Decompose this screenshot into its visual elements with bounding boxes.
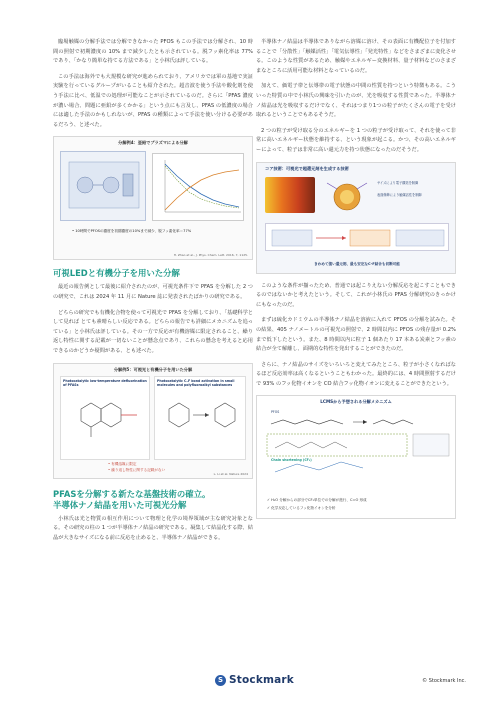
chain-label: Chain shortening (CF₂) [271,458,312,463]
section-heading-line2: 半導体ナノ結晶を用いた可視光分解 [53,499,187,510]
paragraph: 半導体ナノ結晶は半導体でありながら溶媒に溶け、その表面に有機配位子を付加することで「分散性」「触媒活性」「電気伝導性」「発光特性」などをさまざまに変化させる。このような性質があるため、触媒やエネルギー変換材料、量子材料などのさまざまなところに活用可能な材料となっているのだ。 [256,39,456,74]
left-column [53,38,253,549]
paragraph: 小林氏は光と物質の相互作用について物理と化学の境界領域が主な研究対象となる。その研究の柱の 1 つが半導体ナノ結晶の研究である。凝集して結晶化する際、結晶が大きなサイズになる前に反応を止めると、半導体ナノ結晶ができる。 [53,515,253,541]
paragraph: さらに、ナノ結晶のサイズをいろいろと変えてみたところ、粒子が小さくなればなるほど反応効率は高くなるということもわかった。最終的には、4 時間照射するだけで 93% のフッ化物イオンを CO 結合フッ化物イオンに変えることができたという。 [256,361,456,387]
figure-callout: 表面修飾により触媒活性を制御 [377,192,422,197]
stockmark-logo-icon: S [215,675,226,686]
figure-callout: サイズにより電子構造を制御 [377,180,419,185]
nanocrystal-photo [265,177,315,213]
figure-title: 分解例4：亜鉛でプラズマによる分解 [118,140,188,146]
figure-bullet: • 10時間でPFOSの濃度を初期濃度の10%まで減少、脱フッ素化率＝77% [72,229,192,234]
section-heading [53,489,253,511]
figure-mechanism [256,395,456,519]
paragraph: どちらの研究でも有機化合物を使って可視光で PFAS を分解しており、「基礎科学として見れば とても素晴らしい反応である。どちらの報告でも詳細にメカニズムを追っている」と小林氏は評している。その一方で反応が有機溶媒に限定されること、繰り返し特性に関する記載が一切ないことが懸念点であり、これらの懸念を考えると応用できるのかどうか疑問がある、とも述べた。 [53,309,253,354]
mechanism-diagram [257,414,456,494]
figure-title: LCMSから予想される分解メカニズム [320,399,392,405]
paragraph: 加えて、価電子帯と伝導帯の電子状態の中間の性質を持つという特徴もある。こういった特質の中で小林氏の興味を引いたのが、光を吸収する性質であった。半導体ナノ結晶は光を吸収するだけでなく、それはつまり1つの粒子がたくさんの電子を受け取れるということでもあるそうだ。 [256,83,456,119]
panel-label: Photocatalytic C–F bond activation in small molecules and polyfluoroalkyl substances [157,378,235,387]
section-heading-line1: PFASを分解する新たな基盤技術の確立。 [53,488,211,499]
figure-title: 分解例5：可視光と有機分子を用いた分解 [113,366,193,372]
figure-panel-right [154,376,246,460]
mechanism-start: PFOS [271,410,280,415]
line-chart [152,153,244,221]
paragraph: 臨場触媒の分解手法では分解できなかった PFOS もこの手法では分解され、10 時間の照射で初期濃度の 10% まで減少したとも示されている。脱フッ素化率は 77% であり、「かなり簡単な持てる方法である」と小林氏は評している。 [53,39,253,65]
figure-bottom-caption: きわめて強い還元剤、最も安定なC-F結合も切断可能 [314,262,400,267]
reaction-diagram [155,389,247,445]
nanocrystal-diagram [323,177,371,217]
paragraph: まずは硫化カドミウムの半導体ナノ結晶を溶液に入れて PFOS の分解を試みた。その結果、405 ナノメートルの可視光の照射で、2 時間以内に PFOS の残存量が 0.2% まで低下したという。また、8 時間以内に粒子 1 個あたり 17 本ある炭素とフッ素の結合が全て解離し、面期的な特性を発出することができたのだ。 [256,317,456,353]
panel-label: Photocatalytic low-temperature defluorination of PFASs [63,378,147,387]
paragraph: このような条件が揃ったため、普通では起こりえない分解反応を起こすこともできるのではないかと考えたという。そして、これが小林氏の PFAS 分解研究のきっかけにもなったのだ。 [256,282,456,308]
decay-chart-svg [153,154,245,222]
paragraph: 2 つの粒子が受け取る分のエネルギーを 1 つの粒子が受け取って、それを使って非常に高いエネルギー状態を維持する、という現象が起こる。かつ、その高いエネルギーによって、粒子は非常に高い還元力を持つ状態になったのだそうだ。 [256,127,456,153]
figure-source: L. Li et al. Nature 2024 [213,471,248,476]
molecule-diagram [61,389,151,449]
figure-title: コア技術：可視光で超還元剤を生成する技術 [265,165,349,171]
paragraph: 最近の報告例として最後に紹介されたのが、可視光条件下で PFAS を分解した 2 つの研究で、これは 2024 年 11 月に Nature 誌に発表されたばかりの研究である。 [53,284,253,300]
logo-text: Stockmark [229,674,294,686]
figure-core-tech [256,162,456,274]
copyright: © Stockmark Inc. [422,678,466,684]
section-heading: 可視LEDと有機分子を用いた分解 [53,268,180,279]
figure-bullet: • 繰り返し特性に関する記載がない [108,467,166,472]
figure-note: ✓ H₂O 分解からの部分でCF₂単位での分解が進行、C=O 形成 [267,498,367,503]
footer-logo [215,674,294,686]
particle-svg [323,177,371,217]
figure-diagram [60,151,146,221]
figure-plasma [53,136,253,260]
figure-source: H. Zhao et al., J. Phys. Chem. Lett. 2016, 7, 1125. [173,253,248,258]
reactor-diagram [61,152,147,222]
figure-note: ✓ 化学反応しているフッ化物イオンを分析 [267,506,336,511]
energy-diagram [266,224,450,252]
figure-panel-left [60,376,150,460]
figure-visible-light [53,363,253,479]
figure-bullet: • 有機溶媒に限定 [108,461,137,466]
right-column [256,38,456,527]
paragraph: この手法は海外でも大規模な研究が進められており、アメリカでは軍の基地で実証実験を行っているグループがいることも紹介された。超音波を使う手法や酸化剤を使う手法に比べ、低温での処理が可能なことが示されているのだ。さらに「PFAS 濃度が濃い場合、問題に亜鉛が多くかかる」という点にも言及し、PFAS の低濃度の場合には適した手法のかもしれないが、PFAS の種類によって手法を使い分ける必要があるだろう、と述べた。 [53,73,253,128]
reaction-bar [265,223,449,251]
